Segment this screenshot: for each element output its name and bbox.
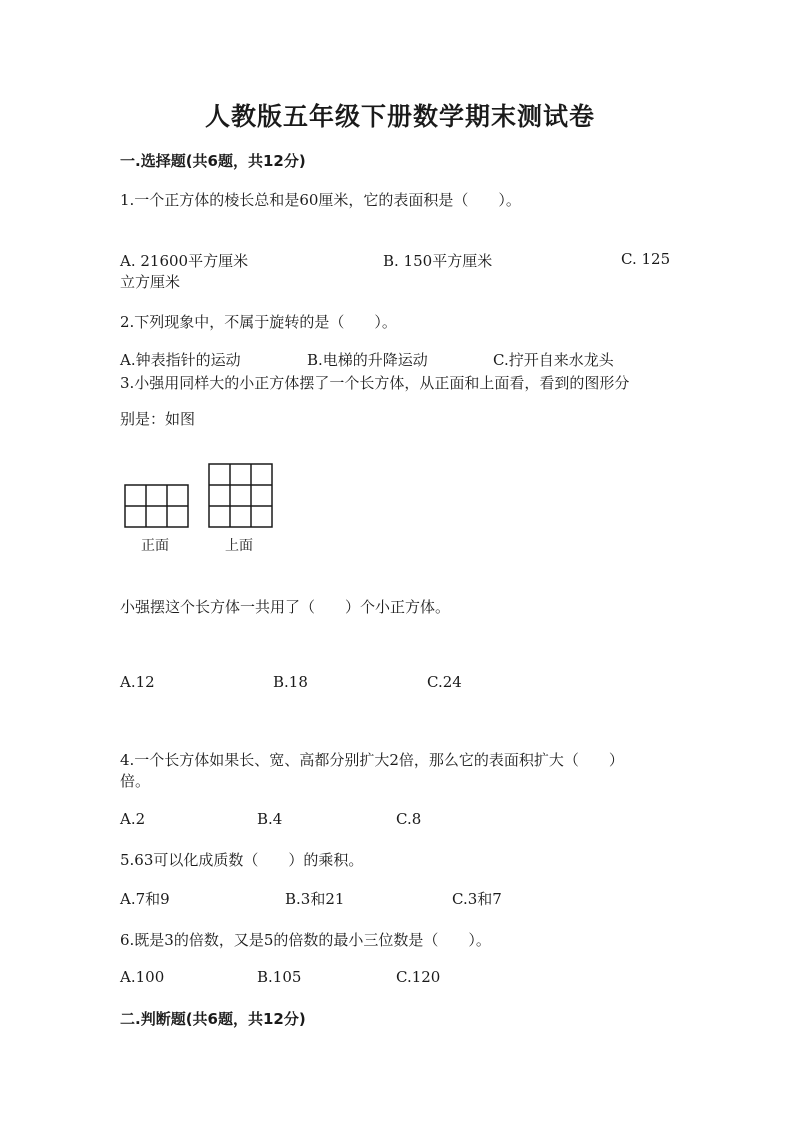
question-3-question: 小强摆这个长方体一共用了（ ）个小正方体。 <box>120 598 451 616</box>
section-heading-choice: 一.选择题(共6题，共12分) <box>120 152 306 170</box>
question-1-stem: 1.一个正方体的棱长总和是60厘米，它的表面积是（ ）。 <box>120 191 521 209</box>
question-5-option-c: C.3和7 <box>452 890 502 908</box>
question-4-option-c: C.8 <box>396 810 422 828</box>
question-6-option-a: A.100 <box>120 968 165 986</box>
question-6-option-c: C.120 <box>396 968 441 986</box>
question-3-option-b: B.18 <box>273 673 308 691</box>
question-6-option-b: B.105 <box>257 968 302 986</box>
question-1-option-c: C. 125 <box>621 250 671 268</box>
question-2-stem: 2.下列现象中，不属于旋转的是（ ）。 <box>120 313 397 331</box>
page-title: 人教版五年级下册数学期末测试卷 <box>204 102 595 131</box>
question-5-option-a: A.7和9 <box>120 890 170 908</box>
question-3-stem: 3.小强用同样大的小正方体摆了一个长方体，从正面和上面看，看到的图形分 <box>120 374 630 392</box>
question-5-option-b: B.3和21 <box>285 890 345 908</box>
question-4-option-a: A.2 <box>120 810 146 828</box>
question-1-option-b: B. 150平方厘米 <box>383 252 493 270</box>
question-2-option-c: C.拧开自来水龙头 <box>493 351 614 369</box>
question-4-stem-continued: 倍。 <box>120 772 151 790</box>
question-4-option-b: B.4 <box>257 810 283 828</box>
question-1-option-a: A. 21600平方厘米 <box>120 252 249 270</box>
section-heading-judgment: 二.判断题(共6题，共12分) <box>120 1010 306 1028</box>
question-3-stem-continued: 别是：如图 <box>120 410 196 428</box>
question-3-option-a: A.12 <box>120 673 155 691</box>
question-2-option-a: A.钟表指针的运动 <box>120 351 241 369</box>
top-view-grid <box>209 464 272 527</box>
question-4-stem: 4.一个长方体如果长、宽、高都分别扩大2倍，那么它的表面积扩大（ ） <box>120 751 624 769</box>
front-view-label: 正面 <box>141 538 169 554</box>
question-1-option-c-continued: 立方厘米 <box>120 273 181 291</box>
question-2-option-b: B.电梯的升降运动 <box>307 351 428 369</box>
top-view-label: 上面 <box>225 538 253 554</box>
question-3-option-c: C.24 <box>427 673 462 691</box>
question-5-stem: 5.63可以化成质数（ ）的乘积。 <box>120 851 364 869</box>
question-6-stem: 6.既是3的倍数，又是5的倍数的最小三位数是（ ）。 <box>120 931 491 949</box>
front-view-grid <box>125 485 188 527</box>
